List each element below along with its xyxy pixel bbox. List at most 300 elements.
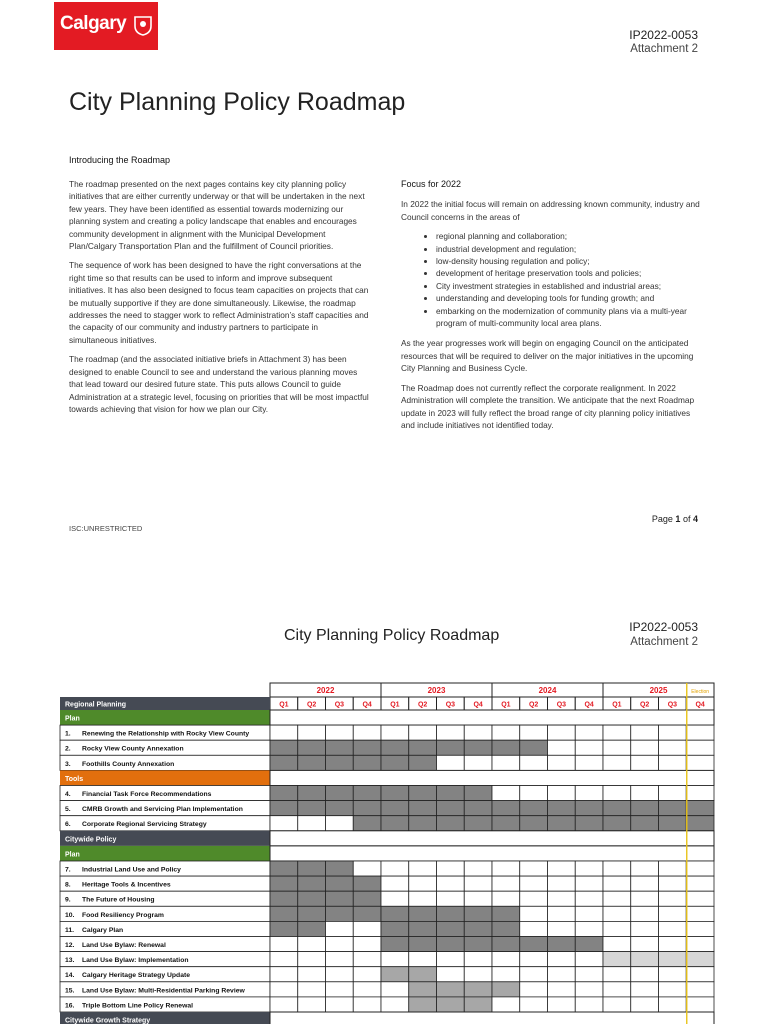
timeline-cell: [520, 816, 548, 831]
timeline-cell: [548, 921, 576, 936]
timeline-cell: [270, 786, 298, 801]
timeline-cell: [409, 876, 437, 891]
timeline-cell: [353, 982, 381, 997]
intro-heading: Introducing the Roadmap: [69, 155, 171, 165]
timeline-cell: [631, 786, 659, 801]
timeline-cell: [631, 816, 659, 831]
timeline-cell: [298, 921, 326, 936]
item-number: 14.: [65, 972, 75, 980]
timeline-cell: [659, 816, 687, 831]
timeline-cell: [631, 725, 659, 740]
timeline-cell: [603, 997, 631, 1012]
timeline-cell: [437, 861, 465, 876]
timeline-cell: [464, 952, 492, 967]
timeline-cell: [520, 982, 548, 997]
timeline-cell: [603, 891, 631, 906]
subsection-header: [60, 710, 270, 725]
section-blank: [270, 1012, 714, 1024]
timeline-cell: [381, 740, 409, 755]
timeline-cell: [326, 921, 354, 936]
timeline-cell: [686, 982, 714, 997]
timeline-cell: [326, 891, 354, 906]
timeline-cell: [659, 786, 687, 801]
timeline-cell: [326, 755, 354, 770]
item-label: Land Use Bylaw: Renewal: [82, 942, 166, 949]
timeline-cell: [659, 740, 687, 755]
attachment-label-2: Attachment 2: [630, 636, 698, 648]
timeline-cell: [409, 891, 437, 906]
timeline-cell: [409, 786, 437, 801]
timeline-cell: [520, 740, 548, 755]
timeline-cell: [548, 982, 576, 997]
item-number: 9.: [65, 896, 71, 904]
timeline-cell: [492, 740, 520, 755]
timeline-cell: [270, 755, 298, 770]
timeline-cell: [659, 725, 687, 740]
timeline-cell: [353, 861, 381, 876]
timeline-cell: [603, 755, 631, 770]
item-number: 7.: [65, 866, 71, 874]
timeline-cell: [437, 725, 465, 740]
timeline-cell: [437, 982, 465, 997]
timeline-cell: [548, 725, 576, 740]
timeline-cell: [686, 967, 714, 982]
timeline-cell: [603, 982, 631, 997]
timeline-cell: [520, 997, 548, 1012]
item-number: 11.: [65, 926, 75, 934]
item-number: 5.: [65, 806, 71, 814]
timeline-cell: [270, 740, 298, 755]
year-label: 2023: [427, 686, 446, 695]
timeline-cell: [520, 876, 548, 891]
timeline-cell: [381, 816, 409, 831]
attachment-label: Attachment 2: [630, 43, 698, 55]
item-label: Rocky View County Annexation: [82, 745, 184, 753]
timeline-cell: [409, 921, 437, 936]
item-number: 2.: [65, 745, 71, 753]
timeline-cell: [381, 982, 409, 997]
paragraph: The Roadmap does not currently reflect the corporate realignment. In 2022 Administration will complete the transition. We anticipate that the next Roadmap update in 2023 will fully reflect the broad range of city planning policy initiatives and include initiatives not identified today.: [401, 382, 695, 430]
timeline-cell: [575, 891, 603, 906]
timeline-cell: [353, 801, 381, 816]
subsection-label: Tools: [65, 775, 84, 783]
list-item: • City investment strategies in established and industrial areas;: [436, 280, 701, 292]
timeline-cell: [464, 861, 492, 876]
logo-wordmark: Calgary: [60, 13, 127, 34]
timeline-cell: [575, 740, 603, 755]
item-label: Heritage Tools & Incentives: [82, 881, 171, 889]
timeline-cell: [686, 906, 714, 921]
timeline-cell: [631, 876, 659, 891]
section-blank: [270, 831, 714, 846]
timeline-cell: [492, 786, 520, 801]
timeline-cell: [575, 725, 603, 740]
item-label: Renewing the Relationship with Rocky View County: [82, 730, 250, 738]
year-label: 2024: [538, 686, 557, 695]
timeline-cell: [686, 891, 714, 906]
timeline-cell: [270, 921, 298, 936]
section-label: Citywide Policy: [65, 836, 117, 844]
quarter-label: Q2: [306, 701, 317, 709]
timeline-cell: [381, 861, 409, 876]
document-id-2: IP2022-0053: [629, 620, 698, 634]
timeline-cell: [437, 876, 465, 891]
timeline-cell: [353, 816, 381, 831]
paragraph: The roadmap presented on the next pages contains key city planning policy initiatives that are either currently underway or that will be undertaken in the next few years. They have been identified as essential towards modernizing our planning system and creating a policy landscape that enables and encourages community development in alignment with the Municipal Development Plan/Calgary Transportation Plan and the fulfillment of Council priorities.: [69, 179, 365, 252]
timeline-cell: [409, 861, 437, 876]
item-number: 15.: [65, 987, 75, 995]
subsection-label: Plan: [65, 851, 80, 859]
section-label: Regional Planning: [65, 701, 127, 709]
timeline-cell: [464, 740, 492, 755]
timeline-cell: [326, 967, 354, 982]
timeline-cell: [298, 816, 326, 831]
list-item: • development of heritage preservation tools and policies;: [436, 267, 701, 279]
item-number: 1.: [65, 730, 71, 738]
timeline-cell: [492, 982, 520, 997]
timeline-cell: [659, 891, 687, 906]
timeline-cell: [270, 937, 298, 952]
timeline-cell: [464, 891, 492, 906]
timeline-cell: [631, 906, 659, 921]
timeline-cell: [270, 816, 298, 831]
timeline-cell: [298, 937, 326, 952]
timeline-cell: [381, 755, 409, 770]
timeline-cell: [492, 937, 520, 952]
timeline-cell: [603, 816, 631, 831]
timeline-cell: [437, 755, 465, 770]
timeline-cell: [298, 740, 326, 755]
roadmap-title: City Planning Policy Roadmap: [284, 627, 500, 644]
quarter-label: Q1: [501, 701, 511, 709]
timeline-cell: [437, 952, 465, 967]
timeline-cell: [659, 997, 687, 1012]
timeline-cell: [575, 937, 603, 952]
timeline-cell: [492, 861, 520, 876]
timeline-cell: [464, 997, 492, 1012]
year-label: 2025: [649, 686, 668, 695]
timeline-cell: [381, 891, 409, 906]
timeline-cell: [492, 801, 520, 816]
timeline-cell: [381, 937, 409, 952]
item-number: 12.: [65, 942, 75, 949]
election-label: Election: [691, 689, 710, 695]
timeline-cell: [298, 952, 326, 967]
timeline-cell: [353, 740, 381, 755]
timeline-cell: [464, 937, 492, 952]
timeline-cell: [270, 952, 298, 967]
timeline-cell: [437, 937, 465, 952]
timeline-cell: [298, 725, 326, 740]
quarter-label: Q1: [612, 701, 622, 709]
timeline-cell: [381, 801, 409, 816]
item-label: Industrial Land Use and Policy: [82, 866, 181, 874]
timeline-cell: [492, 876, 520, 891]
timeline-cell: [575, 967, 603, 982]
timeline-cell: [631, 997, 659, 1012]
section-label: Citywide Growth Strategy: [65, 1017, 151, 1024]
timeline-cell: [603, 786, 631, 801]
item-number: 10.: [65, 911, 75, 919]
document-id: IP2022-0053: [629, 28, 698, 42]
paragraph: The sequence of work has been designed to have the right conversations at the right time so that results can be used to inform and improve subsequent initiatives. It has also been designed to focus team capacities on projects that can be mutually supportive if they are done simultaneously. Likewise, the roadmap addresses the need to stagger work to reflect Administration’s staff capacities and the capacity of our community and industry partners to participate in simultaneous initiatives.: [69, 260, 369, 345]
timeline-cell: [409, 801, 437, 816]
timeline-cell: [381, 921, 409, 936]
subsection-label: Plan: [65, 715, 80, 723]
timeline-cell: [520, 725, 548, 740]
timeline-cell: [270, 967, 298, 982]
list-item: • industrial development and regulation;: [436, 243, 701, 255]
timeline-cell: [686, 725, 714, 740]
timeline-cell: [631, 952, 659, 967]
timeline-cell: [409, 982, 437, 997]
subsection-blank: [270, 770, 714, 785]
timeline-cell: [548, 937, 576, 952]
timeline-cell: [659, 982, 687, 997]
timeline-cell: [298, 876, 326, 891]
paragraph: As the year progresses work will begin on engaging Council on the anticipated resources that will be required to deliver on the major initiatives in the upcoming City Planning and Business Cycle.: [401, 338, 694, 374]
item-number: 6.: [65, 821, 71, 829]
timeline-cell: [686, 997, 714, 1012]
subsection-header: [60, 846, 270, 861]
subsection-blank: [270, 710, 714, 725]
timeline-cell: [464, 982, 492, 997]
timeline-cell: [520, 921, 548, 936]
timeline-cell: [381, 967, 409, 982]
timeline-cell: [631, 755, 659, 770]
item-label: Triple Bottom Line Policy Renewal: [82, 1002, 194, 1010]
timeline-cell: [270, 725, 298, 740]
timeline-cell: [326, 725, 354, 740]
list-item: • embarking on the modernization of community plans via a multi-year program of multi-community local area plans.: [436, 305, 701, 330]
timeline-cell: [326, 937, 354, 952]
timeline-cell: [409, 906, 437, 921]
timeline-cell: [353, 952, 381, 967]
quarter-label: Q3: [556, 701, 567, 709]
timeline-cell: [575, 861, 603, 876]
list-item: • understanding and developing tools for funding growth; and: [436, 292, 701, 304]
timeline-cell: [548, 891, 576, 906]
timeline-cell: [381, 952, 409, 967]
quarter-label: Q3: [667, 701, 678, 709]
timeline-cell: [603, 937, 631, 952]
item-number: 3.: [65, 760, 71, 768]
timeline-cell: [464, 816, 492, 831]
timeline-cell: [437, 997, 465, 1012]
timeline-cell: [631, 967, 659, 982]
timeline-cell: [437, 921, 465, 936]
timeline-cell: [437, 816, 465, 831]
timeline-cell: [326, 816, 354, 831]
timeline-cell: [659, 861, 687, 876]
item-number: 16.: [65, 1002, 75, 1010]
timeline-cell: [409, 816, 437, 831]
timeline-cell: [437, 906, 465, 921]
quarter-label: Q3: [445, 701, 456, 709]
timeline-cell: [437, 740, 465, 755]
timeline-cell: [464, 876, 492, 891]
timeline-cell: [575, 982, 603, 997]
timeline-cell: [520, 906, 548, 921]
timeline-cell: [326, 982, 354, 997]
timeline-cell: [548, 816, 576, 831]
list-item: • regional planning and collaboration;: [436, 230, 701, 242]
timeline-cell: [520, 891, 548, 906]
timeline-cell: [659, 921, 687, 936]
timeline-cell: [353, 937, 381, 952]
timeline-cell: [631, 740, 659, 755]
timeline-cell: [492, 997, 520, 1012]
timeline-cell: [326, 801, 354, 816]
timeline-cell: [464, 755, 492, 770]
timeline-cell: [659, 801, 687, 816]
item-label: Calgary Heritage Strategy Update: [82, 972, 191, 980]
item-number: 8.: [65, 881, 71, 889]
quarter-label: Q4: [695, 701, 705, 709]
timeline-cell: [326, 906, 354, 921]
timeline-cell: [353, 876, 381, 891]
timeline-cell: [326, 876, 354, 891]
timeline-cell: [270, 997, 298, 1012]
timeline-cell: [298, 755, 326, 770]
timeline-cell: [298, 891, 326, 906]
timeline-cell: [492, 921, 520, 936]
timeline-cell: [686, 921, 714, 936]
timeline-cell: [409, 952, 437, 967]
item-label: CMRB Growth and Servicing Plan Implementation: [82, 806, 243, 814]
focus-intro: In 2022 the initial focus will remain on addressing known community, industry and Council concerns in the areas of: [401, 199, 700, 222]
timeline-cell: [520, 952, 548, 967]
quarter-label: Q1: [279, 701, 289, 709]
timeline-cell: [437, 801, 465, 816]
timeline-cell: [603, 876, 631, 891]
timeline-cell: [548, 997, 576, 1012]
timeline-cell: [270, 982, 298, 997]
item-label: The Future of Housing: [82, 896, 155, 904]
item-number: 4.: [65, 791, 71, 798]
subsection-header: [60, 770, 270, 785]
timeline-cell: [603, 921, 631, 936]
timeline-cell: [298, 967, 326, 982]
list-item: • low-density housing regulation and policy;: [436, 255, 701, 267]
timeline-cell: [520, 937, 548, 952]
timeline-cell: [659, 876, 687, 891]
timeline-cell: [464, 801, 492, 816]
quarter-label: Q2: [639, 701, 650, 709]
timeline-cell: [548, 967, 576, 982]
timeline-cell: [270, 861, 298, 876]
timeline-cell: [270, 876, 298, 891]
timeline-cell: [381, 906, 409, 921]
timeline-cell: [464, 921, 492, 936]
timeline-cell: [298, 786, 326, 801]
timeline-cell: [353, 725, 381, 740]
page-title: City Planning Policy Roadmap: [69, 88, 406, 116]
timeline-cell: [575, 997, 603, 1012]
timeline-cell: [326, 861, 354, 876]
timeline-cell: [353, 786, 381, 801]
timeline-cell: [298, 997, 326, 1012]
timeline-cell: [520, 967, 548, 982]
timeline-cell: [298, 861, 326, 876]
timeline-cell: [575, 906, 603, 921]
subsection-blank: [270, 846, 714, 861]
timeline-cell: [464, 725, 492, 740]
timeline-cell: [548, 861, 576, 876]
timeline-cell: [603, 952, 631, 967]
timeline-cell: [686, 861, 714, 876]
timeline-cell: [298, 906, 326, 921]
timeline-cell: [575, 921, 603, 936]
timeline-cell: [659, 755, 687, 770]
timeline-cell: [492, 891, 520, 906]
timeline-cell: [631, 937, 659, 952]
timeline-cell: [270, 801, 298, 816]
timeline-cell: [298, 801, 326, 816]
item-label: Food Resiliency Program: [82, 911, 164, 919]
timeline-cell: [548, 906, 576, 921]
timeline-cell: [326, 740, 354, 755]
quarter-label: Q4: [584, 701, 594, 709]
timeline-cell: [575, 786, 603, 801]
timeline-cell: [353, 967, 381, 982]
timeline-cell: [492, 967, 520, 982]
timeline-cell: [575, 755, 603, 770]
timeline-cell: [492, 725, 520, 740]
timeline-cell: [353, 755, 381, 770]
timeline-cell: [270, 891, 298, 906]
timeline-cell: [492, 906, 520, 921]
timeline-cell: [686, 952, 714, 967]
timeline-cell: [686, 740, 714, 755]
timeline-cell: [326, 952, 354, 967]
timeline-cell: [659, 952, 687, 967]
timeline-cell: [409, 755, 437, 770]
classification-label: ISC:UNRESTRICTED: [69, 524, 143, 533]
item-number: 13.: [65, 957, 75, 965]
timeline-cell: [631, 861, 659, 876]
timeline-cell: [492, 755, 520, 770]
timeline-cell: [409, 725, 437, 740]
timeline-cell: [353, 906, 381, 921]
timeline-cell: [520, 755, 548, 770]
timeline-cell: [326, 786, 354, 801]
timeline-cell: [603, 967, 631, 982]
timeline-cell: [575, 801, 603, 816]
timeline-cell: [548, 801, 576, 816]
item-label: Calgary Plan: [82, 926, 124, 934]
page-number: Page 1 of 4: [651, 514, 698, 524]
timeline-cell: [686, 876, 714, 891]
timeline-cell: [686, 755, 714, 770]
timeline-cell: [659, 937, 687, 952]
timeline-cell: [520, 786, 548, 801]
timeline-cell: [631, 891, 659, 906]
timeline-cell: [659, 967, 687, 982]
item-label: Land Use Bylaw: Implementation: [82, 957, 189, 965]
timeline-cell: [659, 906, 687, 921]
timeline-cell: [409, 997, 437, 1012]
timeline-cell: [631, 801, 659, 816]
timeline-cell: [603, 861, 631, 876]
timeline-cell: [520, 801, 548, 816]
year-label: 2022: [316, 686, 335, 695]
timeline-cell: [631, 982, 659, 997]
timeline-cell: [575, 816, 603, 831]
quarter-label: Q2: [417, 701, 428, 709]
quarter-label: Q1: [390, 701, 400, 709]
item-label: Corporate Regional Servicing Strategy: [82, 821, 207, 829]
